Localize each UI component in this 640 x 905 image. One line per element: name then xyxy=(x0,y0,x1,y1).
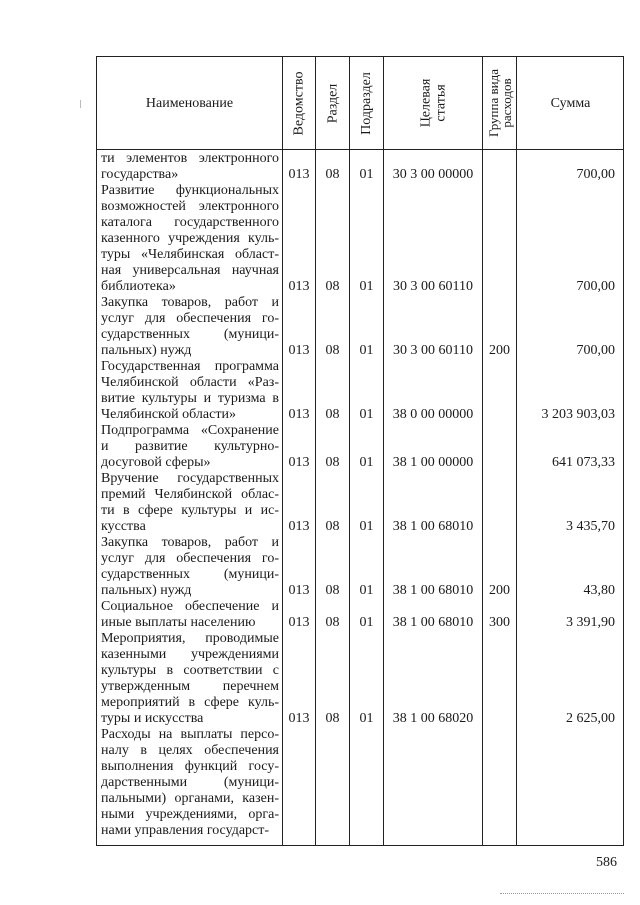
cell-summa: 700,00 xyxy=(576,167,615,182)
row-name-line: досуговой сферы» xyxy=(101,455,211,470)
cell-vedomstvo: 013 xyxy=(288,343,310,358)
row-name xyxy=(101,727,279,839)
cell-summa: 3 391,90 xyxy=(566,615,615,630)
row-name xyxy=(101,423,279,471)
header-gruppa-line2: расходов xyxy=(498,78,514,128)
row-name-line: сударственных (муници- xyxy=(101,567,279,582)
row-name-line: ными учреждениями, орга- xyxy=(101,807,279,822)
cell-celevaya: 38 1 00 68010 xyxy=(392,615,474,630)
row-name-line: туры и искусства xyxy=(101,711,204,726)
row-name xyxy=(101,183,279,295)
row-name-line: Вручение государственных xyxy=(101,471,279,486)
cell-summa: 700,00 xyxy=(576,343,615,358)
cell-podrazdel: 01 xyxy=(359,519,374,534)
cell-podrazdel: 01 xyxy=(359,455,374,470)
cell-podrazdel: 01 xyxy=(359,711,374,726)
cell-celevaya: 38 1 00 00000 xyxy=(392,455,474,470)
cell-podrazdel: 01 xyxy=(359,343,374,358)
cell-vedomstvo: 013 xyxy=(288,583,310,598)
cell-razdel: 08 xyxy=(325,407,340,422)
cell-celevaya: 30 3 00 60110 xyxy=(393,279,473,294)
cell-summa: 43,80 xyxy=(583,583,615,598)
row-name-line: Развитие функциональных xyxy=(101,183,279,198)
cell-razdel: 08 xyxy=(325,279,340,294)
cell-gruppa: 300 xyxy=(489,615,510,630)
row-name-line: утвержденным перечнем xyxy=(101,679,279,694)
row-name-line: мероприятий в сфере куль- xyxy=(101,695,279,710)
cell-podrazdel: 01 xyxy=(359,279,374,294)
cell-summa: 3 435,70 xyxy=(566,519,615,534)
header-celevaya-line2: статья xyxy=(432,84,448,122)
row-name-line: возможностей электронного xyxy=(101,199,279,214)
row-name-line: пальными) органами, казен- xyxy=(101,791,279,806)
cell-podrazdel: 01 xyxy=(359,407,374,422)
cell-vedomstvo: 013 xyxy=(288,711,310,726)
table-row xyxy=(97,359,623,423)
cell-celevaya: 38 0 00 00000 xyxy=(392,407,474,422)
cell-razdel: 08 xyxy=(325,519,340,534)
cell-razdel: 08 xyxy=(325,455,340,470)
cell-vedomstvo: 013 xyxy=(288,615,310,630)
row-name-line: пальных) нужд xyxy=(101,343,192,358)
row-name-line: сударственных (муници- xyxy=(101,327,279,342)
table-row xyxy=(97,471,623,535)
row-name-line: казенного учреждения куль- xyxy=(101,231,279,246)
row-name-line: ная универсальная научная xyxy=(101,263,279,278)
row-name-line: иные выплаты населению xyxy=(101,615,256,630)
header-summa-cell xyxy=(517,57,624,149)
cell-razdel: 08 xyxy=(325,615,340,630)
cell-vedomstvo: 013 xyxy=(288,519,310,534)
row-name-line: кусства xyxy=(101,519,146,534)
table-row xyxy=(97,151,623,183)
header-vedomstvo-cell xyxy=(283,57,315,149)
row-name xyxy=(101,295,279,359)
row-name-line: государства» xyxy=(101,167,179,182)
header-summa: Сумма xyxy=(550,95,591,111)
cell-celevaya: 38 1 00 68010 xyxy=(392,519,474,534)
cell-summa: 700,00 xyxy=(576,279,615,294)
header-podrazdel: Подраздел xyxy=(359,71,374,135)
row-name-line: ти в сфере культуры и ис- xyxy=(101,503,279,518)
row-name-line: нами управления государст- xyxy=(101,823,270,838)
row-name-line: туры «Челябинская област- xyxy=(101,247,279,262)
budget-table xyxy=(96,56,624,846)
cell-gruppa: 200 xyxy=(489,583,510,598)
row-name-line: Расходы на выплаты персо- xyxy=(101,727,279,742)
cell-summa: 2 625,00 xyxy=(566,711,615,726)
header-gruppa-cell xyxy=(483,57,516,149)
header-razdel-cell xyxy=(316,57,349,149)
row-name xyxy=(101,151,279,183)
header-gruppa-line1: Группа вида xyxy=(485,69,501,137)
table-row xyxy=(97,631,623,727)
table-row xyxy=(97,599,623,631)
row-name-line: Челябинской области» xyxy=(101,407,236,422)
cell-podrazdel: 01 xyxy=(359,167,374,182)
cell-vedomstvo: 013 xyxy=(288,407,310,422)
row-name xyxy=(101,599,279,631)
cell-celevaya: 38 1 00 68020 xyxy=(392,711,474,726)
row-name-line: премий Челябинской облас- xyxy=(101,487,279,502)
row-name xyxy=(101,535,279,599)
header-celevaya xyxy=(418,79,448,128)
row-name xyxy=(101,471,279,535)
row-name-line: Подпрограмма «Сохранение xyxy=(101,423,279,438)
row-name-line: дарственными (муници- xyxy=(101,775,279,790)
row-name-line: и развитие культурно- xyxy=(101,439,279,454)
row-name-line: налу в целях обеспечения xyxy=(101,743,279,758)
table-row xyxy=(97,535,623,599)
table-row xyxy=(97,423,623,471)
cell-razdel: 08 xyxy=(325,167,340,182)
cell-podrazdel: 01 xyxy=(359,583,374,598)
page-number: 586 xyxy=(596,855,617,870)
row-name-line: библиотека» xyxy=(101,279,176,294)
header-name-cell xyxy=(97,57,282,149)
cell-summa: 3 203 903,03 xyxy=(541,407,615,422)
margin-mark xyxy=(80,100,81,108)
cell-celevaya: 38 1 00 68010 xyxy=(392,583,474,598)
cell-vedomstvo: 013 xyxy=(288,279,310,294)
row-name-line: выполнения функций госу- xyxy=(101,759,279,774)
cell-razdel: 08 xyxy=(325,343,340,358)
cell-vedomstvo: 013 xyxy=(288,455,310,470)
row-name-line: Социальное обеспечение и xyxy=(101,599,279,614)
row-name-line: пальных) нужд xyxy=(101,583,192,598)
row-name-line: Закупка товаров, работ и xyxy=(101,295,279,310)
header-celevaya-cell xyxy=(384,57,482,149)
header-divider xyxy=(97,149,623,150)
row-name-line: культуры в соответствии с xyxy=(101,663,279,678)
cell-summa: 641 073,33 xyxy=(552,455,615,470)
header-celevaya-line1: Целевая xyxy=(417,78,433,128)
row-name-line: казенными учреждениями xyxy=(101,647,279,662)
header-gruppa xyxy=(487,69,513,137)
cell-celevaya: 30 3 00 00000 xyxy=(392,167,474,182)
row-name xyxy=(101,631,279,727)
row-name-line: Закупка товаров, работ и xyxy=(101,535,279,550)
row-name-line: услуг для обеспечения го- xyxy=(101,551,279,566)
row-name-line: Государственная программа xyxy=(101,359,279,374)
table-row xyxy=(97,295,623,359)
row-name-line: услуг для обеспечения го- xyxy=(101,311,279,326)
header-name: Наименование xyxy=(145,95,234,111)
footer-rule xyxy=(500,893,624,894)
table-row xyxy=(97,727,623,839)
row-name-line: Мероприятия, проводимые xyxy=(101,631,279,646)
header-podrazdel-cell xyxy=(350,57,383,149)
row-name-line: каталога государственного xyxy=(101,215,279,230)
header-vedomstvo: Ведомство xyxy=(291,71,307,135)
row-name xyxy=(101,359,279,423)
table-row xyxy=(97,183,623,295)
cell-celevaya: 30 3 00 60110 xyxy=(393,343,473,358)
row-name-line: ти элементов электронного xyxy=(101,151,279,166)
header-razdel: Раздел xyxy=(325,83,341,123)
cell-gruppa: 200 xyxy=(489,343,510,358)
row-name-line: витие культуры и туризма в xyxy=(101,391,279,406)
row-name-line: Челябинской области «Раз- xyxy=(101,375,279,390)
cell-podrazdel: 01 xyxy=(359,615,374,630)
cell-razdel: 08 xyxy=(325,583,340,598)
cell-vedomstvo: 013 xyxy=(288,167,310,182)
cell-razdel: 08 xyxy=(325,711,340,726)
